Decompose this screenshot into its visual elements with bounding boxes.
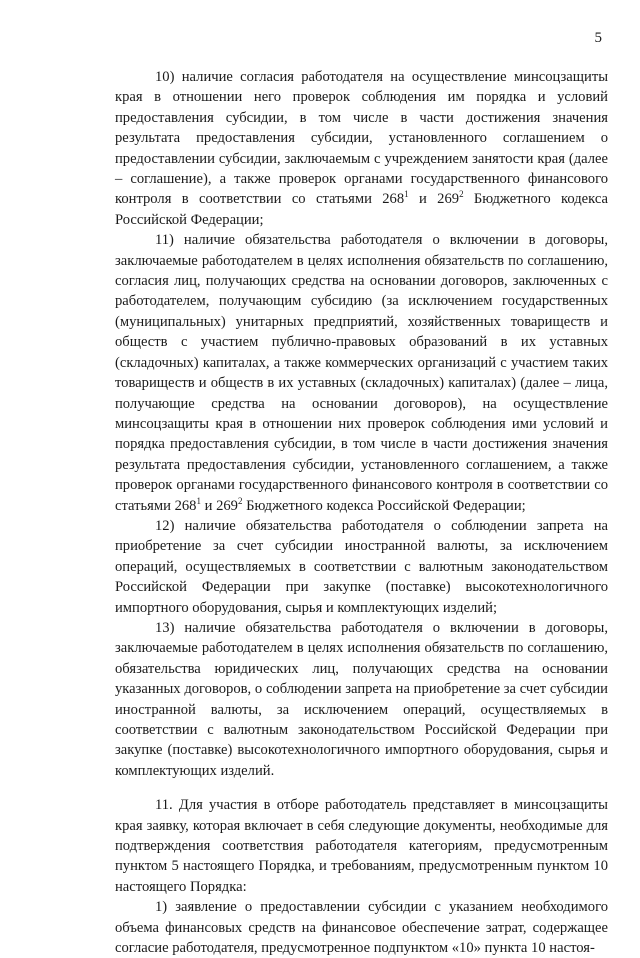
- paragraph-text: 11) наличие обязательства работодателя о включении в договоры, заключаемые работодателем в целях исполнения обязательств по соглашению, согласия лиц, получающих средства на основании договоров, заключенных с работодателем, получающим субсидию (за исключением государственных (муниципальных) унитарных предприятий, хозяйственных товариществ и обществ с участием публично-правовых образований в их уставных (складочных) капиталах, а также коммерческих организаций с участием таких товариществ и обществ в их уставных (складочных) капиталах) (далее – лица, получающие средства на основании договоров), на осуществление минсоцзащиты края в отношении них проверок соблюдения ими условий и порядка предоставления субсидии, в том числе в части достижения значения результата предоставления субсидии, установленного соглашением, а также проверок органами государственного финансового контроля в соответствии со статьями 268: [115, 232, 608, 514]
- paragraph-text: и 269: [200, 497, 238, 514]
- superscript: 1: [404, 189, 409, 200]
- superscript: 2: [459, 189, 464, 200]
- paragraph-clause-11: 11. Для участия в отборе работодатель представляет в минсоцзащиты края заявку, которая включает в себя следующие документы, необходимые для подтверждения соответствия работодателя категориям, предусмотренным пунктом 5 настоящего Порядка, и требованиям, предусмотренным пунктом 10 настоящего Порядка:: [115, 797, 608, 895]
- paragraph-item-11: [115, 230, 608, 516]
- paragraph-text: и 269: [408, 191, 460, 208]
- paragraph-subitem-1: 1) заявление о предоставлении субсидии с указанием необходимого объема финансовых средств на финансовое обеспечение затрат, содержащее согласие работодателя, предусмотренное подпунктом «10» пункта 10 настоя-: [115, 899, 608, 957]
- paragraph-text: Бюджетного кодекса Российской Федерации;: [115, 191, 609, 228]
- paragraph-item-13: 13) наличие обязательства работодателя о включении в договоры, заключаемые работодателем в целях исполнения обязательств по соглашению, обязательства юридических лиц, получающих средства на основании указанных договоров, о соблюдении запрета на приобретение за счет субсидии иностранной валюты, за исключением операций, осуществляемых в соответствии с валютным законодательством Российской Федерации при закупке (поставке) высокотехнологичного импортного оборудования, сырья и комплектующих изделий.: [115, 619, 608, 779]
- paragraph-item-10: [115, 67, 608, 230]
- paragraph-text: 10) наличие согласия работодателя на осуществление минсоцзащиты края в отношении него проверок соблюдения им порядка и условий предоставления субсидии, в том числе в части достижения значения результата предоставления субсидии, установленного соглашением о предоставлении субсидии, заключаемым с учреждением занятости края (далее – соглашение), а также проверок органами государственного финансового контроля в соответствии со статьями 268: [115, 69, 608, 208]
- superscript: 2: [237, 495, 243, 506]
- page-number: 5: [594, 30, 602, 46]
- document-body: [115, 67, 608, 958]
- paragraph-text: Бюджетного кодекса Российской Федерации;: [242, 497, 526, 514]
- paragraph-item-12: 12) наличие обязательства работодателя о соблюдении запрета на приобретение за счет субсидии иностранной валюты, за исключением операций, осуществляемых в соответствии с валютным законодательством Российской Федерации при закупке (поставке) высокотехнологичного импортного оборудования, сырья и комплектующих изделий;: [115, 517, 608, 616]
- superscript: 1: [196, 495, 201, 506]
